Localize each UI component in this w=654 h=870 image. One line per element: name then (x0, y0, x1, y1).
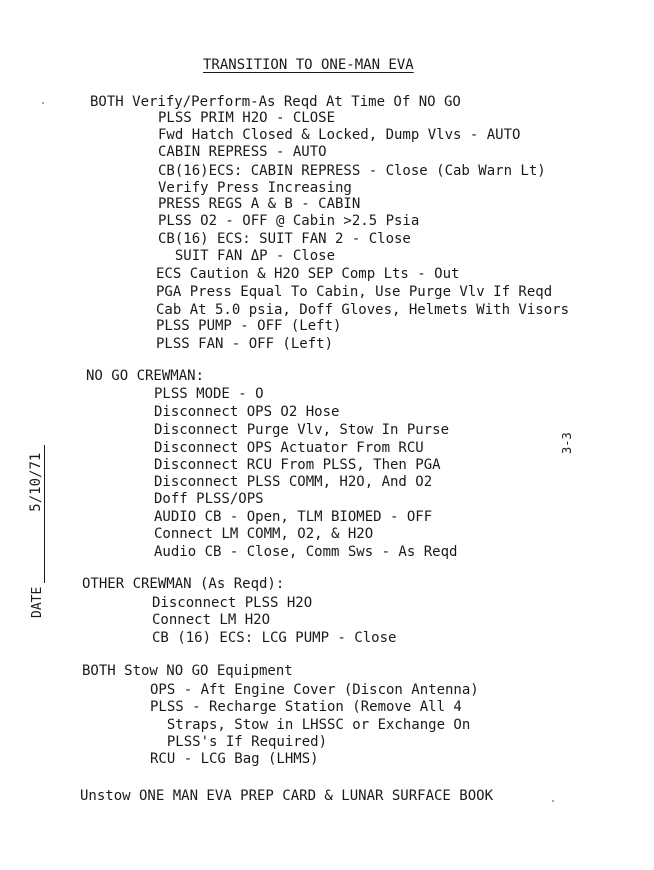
section-heading-both-verify: BOTH Verify/Perform-As Reqd At Time Of NO GO (90, 94, 461, 110)
checklist-line: Cab At 5.0 psia, Doff Gloves, Helmets With Visors (156, 302, 570, 318)
page-number: 3-3 (560, 432, 574, 454)
footer-instruction: Unstow ONE MAN EVA PREP CARD & LUNAR SURFACE BOOK (80, 788, 494, 804)
scan-speck (42, 102, 44, 104)
date-block (28, 445, 45, 618)
checklist-line: PLSS FAN - OFF (Left) (156, 336, 334, 352)
section-heading-both-stow: BOTH Stow NO GO Equipment (82, 663, 293, 679)
checklist-line: CABIN REPRESS - AUTO (158, 144, 327, 160)
checklist-line: Verify Press Increasing (158, 180, 352, 196)
checklist-line: Connect LM H2O (152, 612, 271, 628)
checklist-line: Disconnect OPS Actuator From RCU (154, 440, 424, 456)
checklist-line: ECS Caution & H2O SEP Comp Lts - Out (156, 266, 460, 282)
checklist-line: SUIT FAN ΔP - Close (158, 248, 336, 264)
checklist-line: CB (16) ECS: LCG PUMP - Close (152, 630, 397, 646)
checklist-line: Audio CB - Close, Comm Sws - As Reqd (154, 544, 458, 560)
checklist-line: Fwd Hatch Closed & Locked, Dump Vlvs - AUTO (158, 127, 521, 143)
checklist-line: Disconnect RCU From PLSS, Then PGA (154, 457, 441, 473)
checklist-line: PLSS PUMP - OFF (Left) (156, 318, 342, 334)
checklist-line: CB(16) ECS: SUIT FAN 2 - Close (158, 231, 411, 247)
checklist-line: Connect LM COMM, O2, & H2O (154, 526, 374, 542)
checklist-line: Disconnect OPS O2 Hose (154, 404, 340, 420)
page-title: TRANSITION TO ONE-MAN EVA (203, 57, 414, 73)
checklist-line: PGA Press Equal To Cabin, Use Purge Vlv If Reqd (156, 284, 553, 300)
checklist-line: PLSS O2 - OFF @ Cabin >2.5 Psia (158, 213, 420, 229)
checklist-line: AUDIO CB - Open, TLM BIOMED - OFF (154, 509, 433, 525)
checklist-line: OPS - Aft Engine Cover (Discon Antenna) (150, 682, 479, 698)
checklist-line: PLSS PRIM H2O - CLOSE (158, 110, 336, 126)
section-heading-no-go-crewman: NO GO CREWMAN: (86, 368, 205, 384)
checklist-line: PRESS REGS A & B - CABIN (158, 196, 361, 212)
section-heading-other-crewman: OTHER CREWMAN (As Reqd): (82, 576, 285, 592)
date-value: 5/10/71 (28, 445, 45, 583)
checklist-line: PLSS's If Required) (150, 734, 328, 750)
checklist-line: CB(16)ECS: CABIN REPRESS - Close (Cab Warn Lt) (158, 163, 546, 179)
date-label: DATE (30, 586, 45, 618)
checklist-line: Doff PLSS/OPS (154, 491, 264, 507)
checklist-line: PLSS - Recharge Station (Remove All 4 (150, 699, 462, 715)
checklist-line: Disconnect Purge Vlv, Stow In Purse (154, 422, 450, 438)
scan-speck (552, 800, 554, 802)
checklist-line: Straps, Stow in LHSSC or Exchange On (150, 717, 471, 733)
checklist-line: Disconnect PLSS H2O (152, 595, 313, 611)
checklist-line: Disconnect PLSS COMM, H2O, And O2 (154, 474, 433, 490)
checklist-line: PLSS MODE - O (154, 386, 264, 402)
checklist-line: RCU - LCG Bag (LHMS) (150, 751, 319, 767)
